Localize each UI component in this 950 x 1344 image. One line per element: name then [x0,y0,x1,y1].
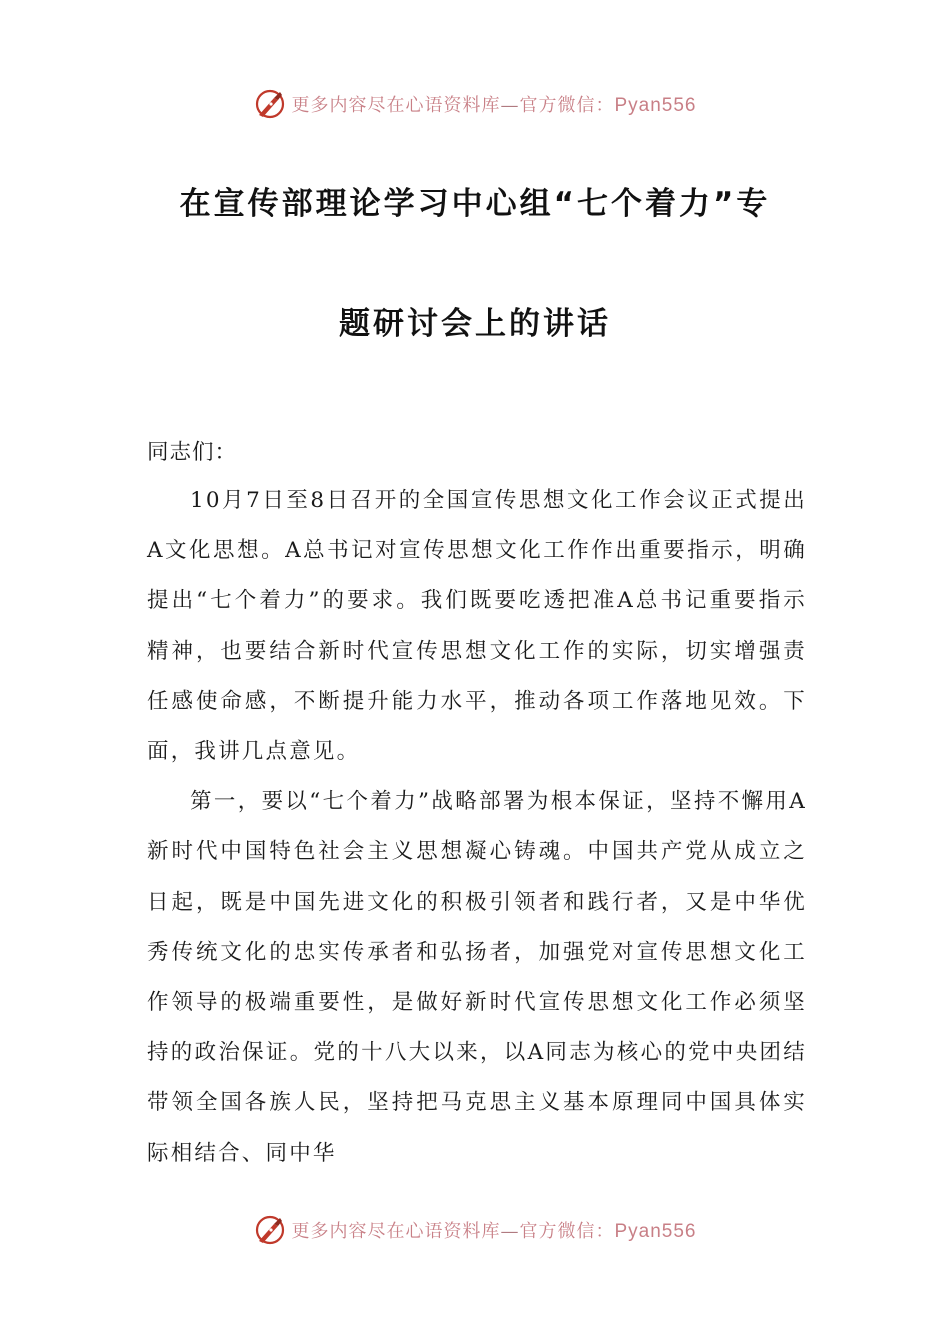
watermark-wechat-id: Pyan556 [614,95,697,116]
salutation: 同志们： [147,440,238,465]
body-paragraph-1: 10月7日至8日召开的全国宣传思想文化工作会议正式提出A文化思想。A总书记对宣传思想文化工作作出重要指示，明确提出“七个着力”的要求。我们既要吃透把准A总书记重要指示精神，也要结合新时代宣传思想文化工作的实际，切实增强责任感使命感，不断提升能力水平，推动各项工作落地见效。下面，我讲几点意见。 [147,488,807,765]
document-title-line-1: 在宣传部理论学习中心组“七个着力”专 [179,186,771,222]
body-paragraph-2: 第一，要以“七个着力”战略部署为根本保证，坚持不懈用A新时代中国特色社会主义思想凝心铸魂。中国共产党从成立之日起，既是中国先进文化的积极引领者和践行者，又是中华优秀传统文化的忠实传承者和弘扬者，加强党对宣传思想文化工作领导的极端重要性，是做好新时代宣传思想文化工作必须坚持的政治保证。党的十八大以来，以A同志为核心的党中央团结带领全国各族人民，坚持把马克思主义基本原理同中国具体实际相结合、同中华 [147,789,807,1166]
watermark-wechat-id: Pyan556 [614,1221,697,1242]
header-watermark [0,84,950,124]
document-body [147,476,807,1179]
pen-nib-circle-icon [253,1213,287,1247]
pen-nib-circle-icon [253,87,287,121]
watermark-site-text: 更多内容尽在心语资料库 [291,1221,501,1242]
document-title-line-2: 题研讨会上的讲话 [339,306,611,342]
footer-watermark [0,1210,950,1250]
watermark-dash: — [500,1221,520,1242]
watermark-label: 官方微信： [519,1221,615,1242]
watermark-label: 官方微信： [519,95,615,116]
watermark-text [291,91,696,117]
watermark-dash: — [500,95,520,116]
watermark-site-text: 更多内容尽在心语资料库 [291,95,501,116]
watermark-text [291,1217,696,1243]
